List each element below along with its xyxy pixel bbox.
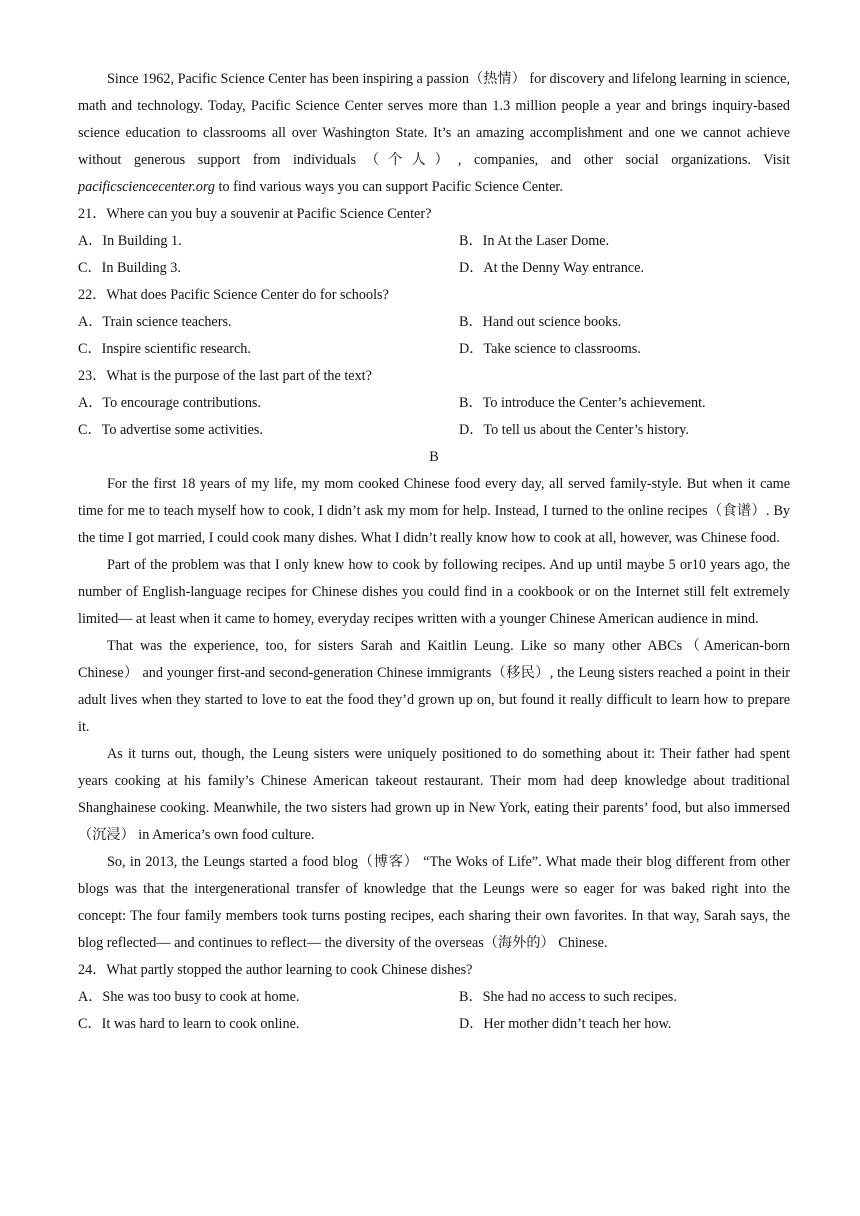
passage-b-paragraph-1: For the first 18 years of my life, my mom cooked Chinese food every day, all served family-style. But when it came time for me to teach myself how to cook, I didn’t ask my mom for help. Instead, I turned to the online recipes（食谱）. By the time I got married, I could cook many dishes. What I didn’t really know how to cook at all, however, was Chinese food. [78,476,790,546]
option-d: D．At the Denny Way entrance. [459,260,644,276]
option-a: A．She was too busy to cook at home. [78,989,300,1005]
question-22 [78,282,790,363]
question-23 [78,363,790,444]
option-a: A．To encourage contributions. [78,395,262,411]
option-d: D．Take science to classrooms. [459,341,641,357]
question-stem: 23．What is the purpose of the last part of the text? [78,368,372,384]
option-b: B．In At the Laser Dome. [459,233,610,249]
option-d: D．To tell us about the Center’s history. [459,422,689,438]
passage-b-paragraph-4: As it turns out, though, the Leung sisters were uniquely positioned to do something about it: Their father had spent years cooking at his family’s Chinese American takeout restaurant. Their mom had deep knowledge about traditional Shanghainese cooking. Meanwhile, the two sisters had grown up in New York, eating their parents’ food, but also immersed（沉浸） in America’s own food culture. [78,746,790,843]
option-a: A．In Building 1. [78,233,182,249]
passage-a-final-paragraph [78,66,790,201]
question-24 [78,957,790,1038]
option-b: B．To introduce the Center’s achievement. [459,395,706,411]
option-c: C．It was hard to learn to cook online. [78,1016,300,1032]
option-b: B．Hand out science books. [459,314,622,330]
passage-a-text-tail: to find various ways you can support Pacific Science Center. [214,179,563,195]
passage-b-paragraph-2: Part of the problem was that I only knew how to cook by following recipes. And up until maybe 5 or10 years ago, the number of English-language recipes for Chinese dishes you could find in a cookbook or on the Internet still felt extremely limited— at least when it came to homey, everyday recipes written with a younger Chinese American audience in mind. [78,557,790,627]
passage-b-paragraph-5: So, in 2013, the Leungs started a food blog（博客） “The Woks of Life”. What made their blog different from other blogs was that the intergenerational transfer of knowledge that the Leungs were so eager for was baked right into the concept: The four family members took turns posting recipes, each sharing their own favorites. In that way, Sarah says, the blog reflected— and continues to reflect— the diversity of the overseas（海外的） Chinese. [78,854,790,951]
question-stem: 24．What partly stopped the author learning to cook Chinese dishes? [78,962,473,978]
passage-a-text: Since 1962, Pacific Science Center has been inspiring a passion（热情） for discovery and lifelong learning in science, math and technology. Today, Pacific Science Center serves more than 1.3 million people a year and brings inquiry-based science education to classrooms all over Washington State. It’s an amazing accomplishment and one we cannot achieve without generous support from individuals（个人）, companies, and other social organizations. Visit [78,71,790,168]
website-url: pacificsciencecenter.org [78,179,215,195]
question-stem: 21．Where can you buy a souvenir at Pacific Science Center? [78,206,432,222]
question-21 [78,201,790,282]
question-stem: 22．What does Pacific Science Center do for schools? [78,287,389,303]
option-c: C．In Building 3. [78,260,181,276]
passage-b-paragraph-3: That was the experience, too, for sisters Sarah and Kaitlin Leung. Like so many other ABCs（American-born Chinese） and younger first-and second-generation Chinese immigrants（移民）, the Leung sisters reached a point in their adult lives when they started to love to eat the food they’d grown up on, but found it really difficult to learn how to prepare it. [78,638,790,735]
option-c: C．To advertise some activities. [78,422,263,438]
passage-b [78,471,790,957]
option-b: B．She had no access to such recipes. [459,989,677,1005]
option-c: C．Inspire scientific research. [78,341,251,357]
option-d: D．Her mother didn’t teach her how. [459,1016,672,1032]
passage-b-label: B [429,449,439,465]
option-a: A．Train science teachers. [78,314,232,330]
